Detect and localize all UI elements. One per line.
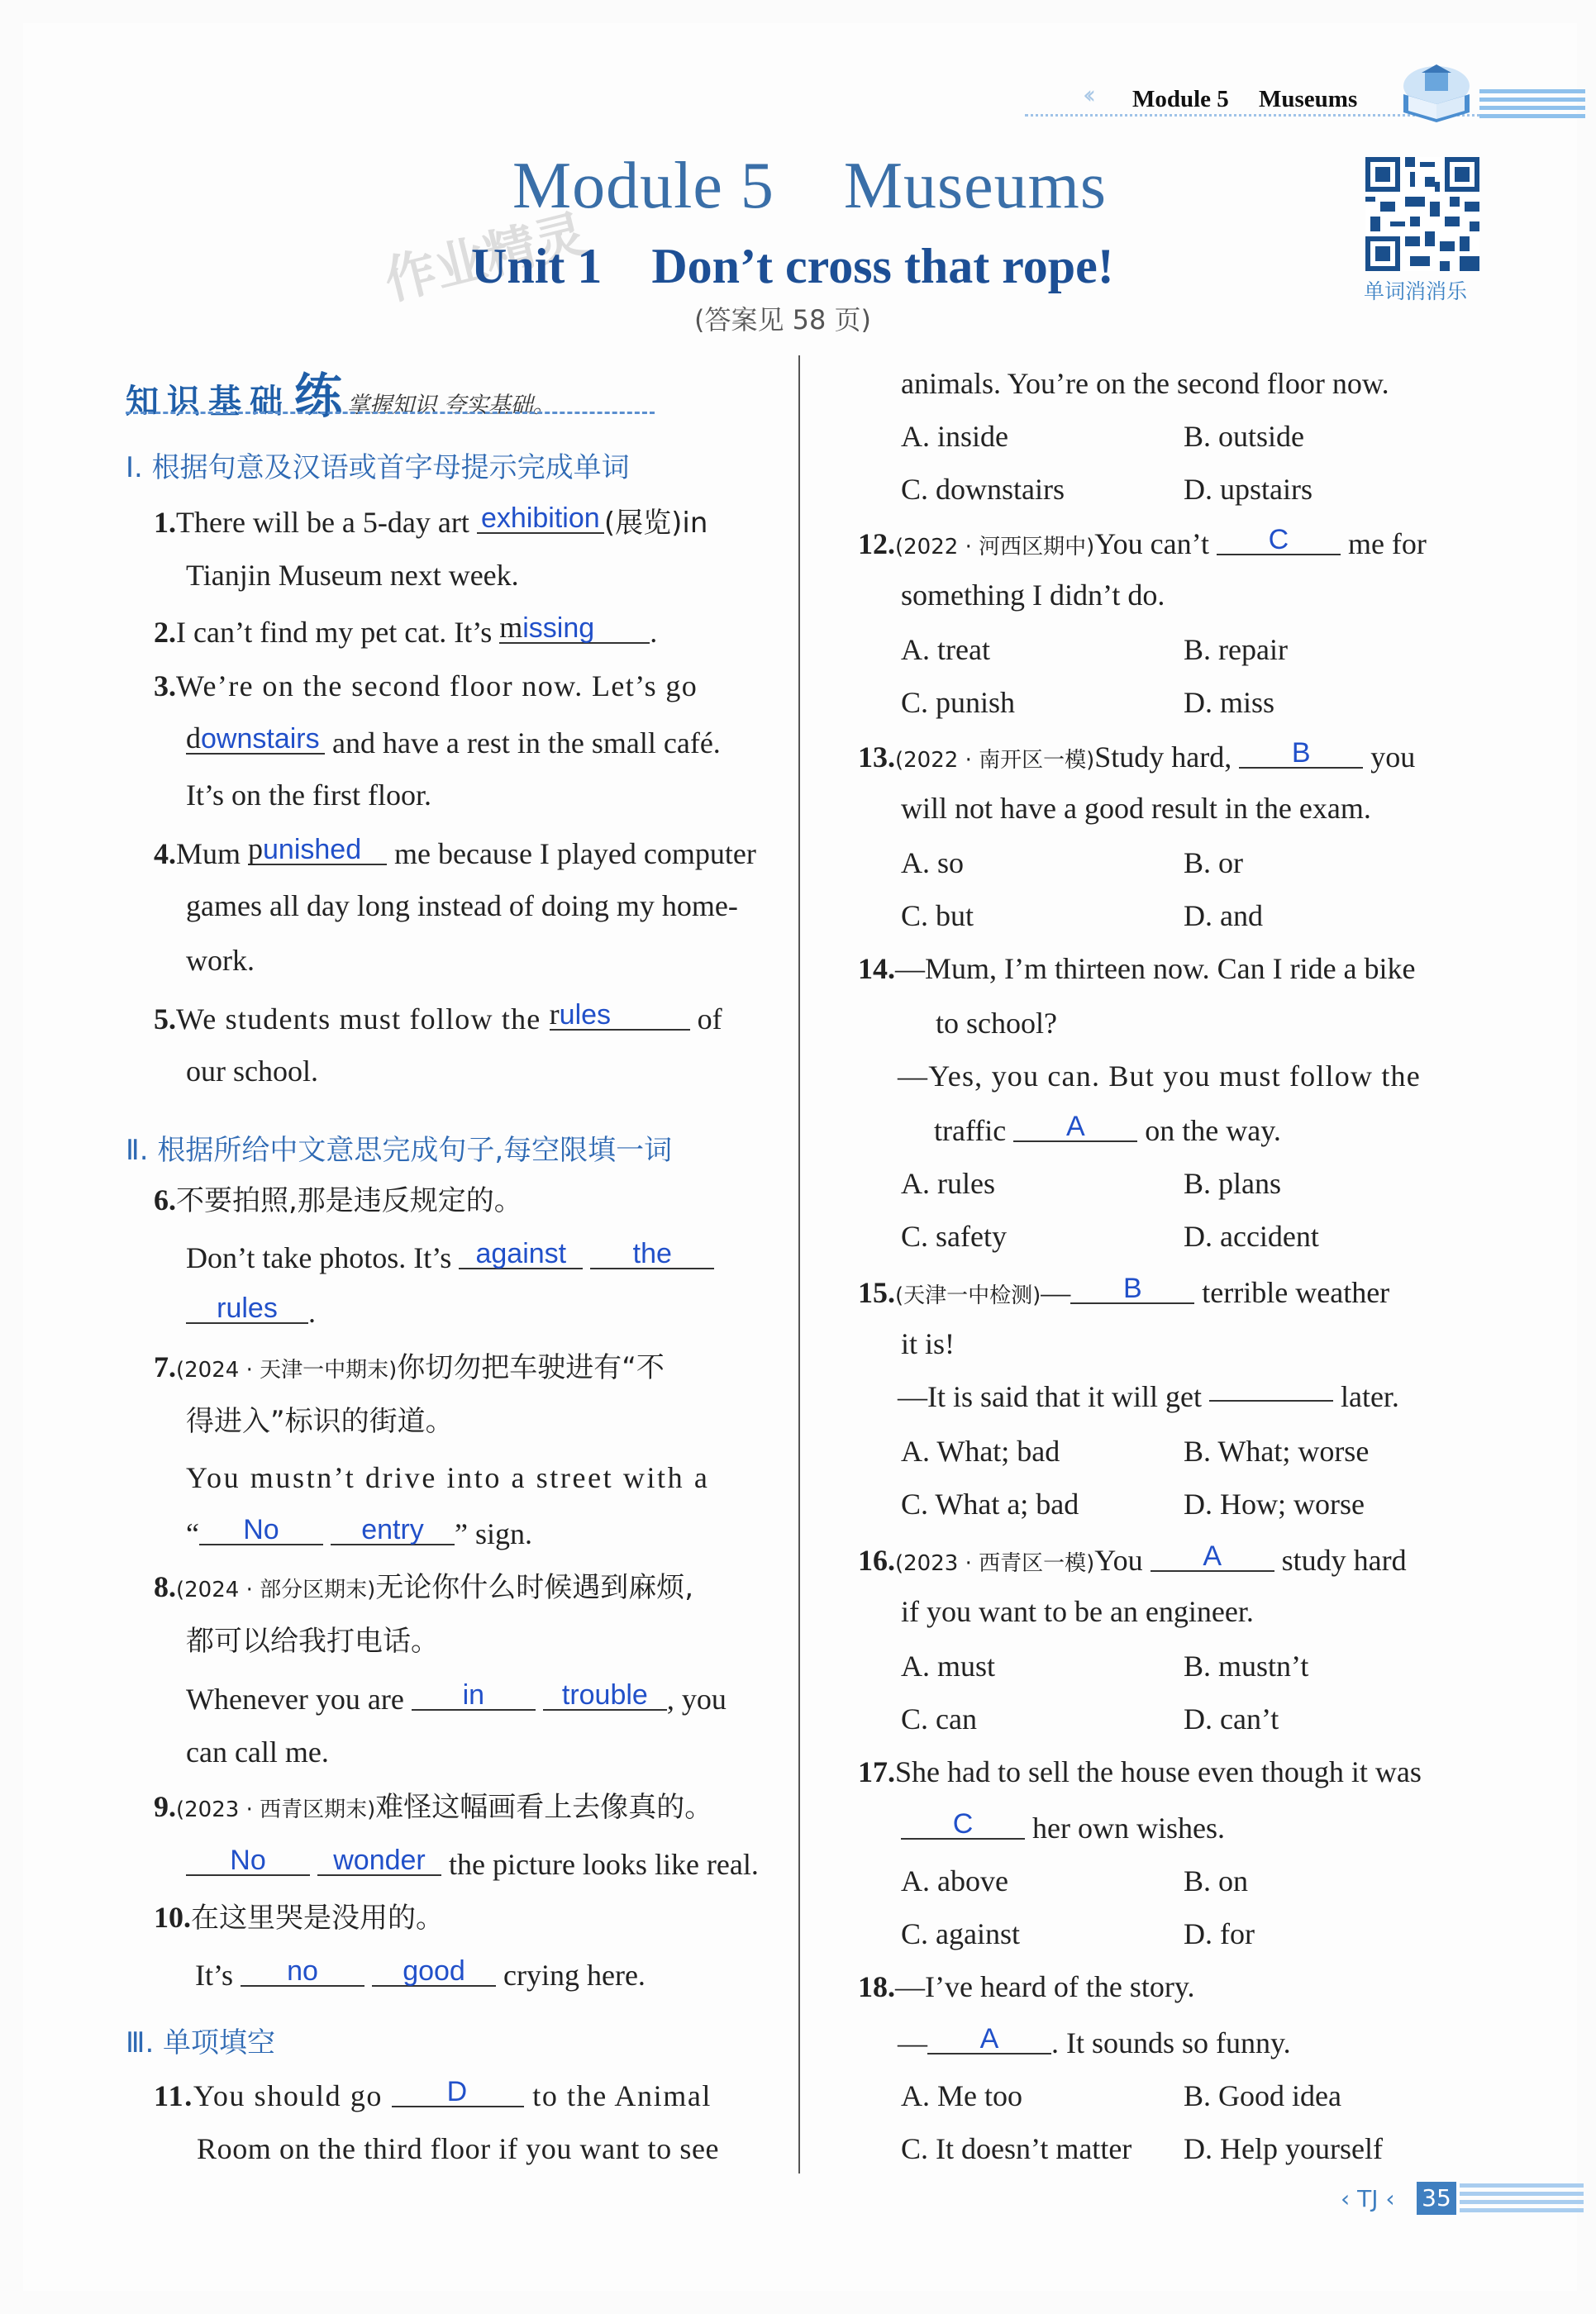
q10-number: 10. — [154, 1901, 191, 1934]
q13-line1 — [858, 739, 1415, 777]
q13-number: 13. — [858, 740, 895, 774]
q17-option-c[interactable]: C. against — [901, 1917, 1020, 1950]
q17-number: 17. — [858, 1755, 895, 1788]
chevron-left-icon: ‹ — [1378, 2185, 1395, 2212]
q5-answer: ules — [559, 999, 612, 1031]
q7-number: 7. — [154, 1350, 176, 1383]
q18-dash: — — [898, 2026, 927, 2059]
q1-text-b: (展览)in — [603, 507, 708, 540]
q15-number: 15. — [858, 1276, 895, 1309]
q6-text-b: . — [308, 1296, 316, 1329]
q12-text-a: You can’t — [1094, 527, 1217, 560]
q14-option-c[interactable]: C. safety — [901, 1220, 1007, 1253]
q12-number: 12. — [858, 527, 895, 560]
watermark: 作业精灵 — [379, 202, 593, 312]
q9-line2 — [186, 1846, 759, 1881]
q15-option-b[interactable]: B. What; worse — [1184, 1435, 1370, 1468]
q11-text-a: You should go — [193, 2079, 392, 2112]
banner-label: 知识基础 — [126, 383, 291, 421]
q4-number: 4. — [154, 837, 176, 870]
q10-chinese: 在这里哭是没用的。 — [191, 1902, 444, 1935]
q14-text-e: on the way. — [1137, 1114, 1281, 1147]
q8-answer-1[interactable]: in — [412, 1681, 536, 1711]
q17-line2 — [901, 1810, 1225, 1845]
footer-code — [1341, 2185, 1395, 2212]
q7-source: (2024 · 天津一中期末) — [176, 1358, 398, 1383]
unit-title: Unit 1 Don’t cross that rope! — [471, 239, 1114, 293]
q15-option-d[interactable]: D. How; worse — [1184, 1488, 1365, 1521]
q16-option-a[interactable]: A. must — [901, 1650, 996, 1683]
q16-option-d[interactable]: D. can’t — [1184, 1702, 1279, 1736]
q16-text-a: You — [1094, 1544, 1151, 1577]
q7-line1 — [154, 1350, 665, 1387]
q11-option-d[interactable]: D. upstairs — [1184, 473, 1313, 506]
open-book-icon — [1397, 61, 1476, 126]
q10-line1 — [154, 1901, 444, 1935]
q6-line1 — [154, 1183, 522, 1217]
q3-text-a: We’re on the second floor now. Let’s go — [176, 669, 698, 702]
q7-text-b: ” sign. — [454, 1517, 532, 1550]
q9-text-b: the picture looks like real. — [441, 1848, 759, 1881]
q2-prefix: m — [499, 611, 523, 644]
q11-text-b: to the Animal — [523, 2079, 712, 2112]
q17-text-a: She had to sell the house even though it was — [895, 1755, 1422, 1788]
q12-line2: something I didn’t do. — [901, 578, 1165, 612]
q14-text-a: —Mum, I’m thirteen now. Can I ride a bike — [895, 952, 1416, 985]
q4-text-a: Mum — [176, 837, 249, 870]
q2-text-a: I can’t find my pet cat. It’s — [176, 616, 500, 649]
q8-answer-2[interactable]: trouble — [543, 1681, 667, 1711]
q16-line2: if you want to be an engineer. — [901, 1595, 1254, 1628]
q10-text-a: It’s — [195, 1959, 241, 1992]
section-banner — [126, 357, 655, 424]
q7-chinese: 你切勿把车驶进有“不 — [397, 1351, 665, 1384]
q14-line1 — [858, 952, 1416, 985]
q11-option-b[interactable]: B. outside — [1184, 420, 1305, 453]
banner-underline — [126, 412, 655, 414]
q14-number: 14. — [858, 952, 895, 985]
q13-option-c[interactable]: C. but — [901, 899, 974, 932]
q10-answer-2[interactable]: good — [372, 1957, 496, 1987]
q15-source: (天津一中检测) — [895, 1283, 1041, 1308]
q2-answer: issing — [522, 612, 595, 644]
q5-number: 5. — [154, 1002, 176, 1036]
header-topic: Museums — [1259, 86, 1358, 112]
q18-line2 — [898, 2025, 1291, 2059]
q17-option-b[interactable]: B. on — [1184, 1864, 1249, 1897]
q5-blank[interactable] — [549, 997, 690, 1031]
q18-text-b: . It sounds so funny. — [1051, 2026, 1291, 2059]
q7-open-quote: “ — [186, 1517, 199, 1550]
column-divider — [798, 355, 800, 2174]
q10-line2 — [195, 1957, 646, 1992]
q15-blank-2[interactable] — [1209, 1400, 1333, 1402]
q1-answer[interactable]: exhibition — [477, 504, 604, 534]
q11-number: 11. — [154, 2079, 193, 2112]
banner-slogan: 掌握知识 夸实基础。 — [347, 393, 555, 418]
q11-line1 — [154, 2078, 712, 2112]
q6-answer-1[interactable]: against — [459, 1240, 583, 1269]
q12-answer[interactable]: C — [1217, 526, 1341, 555]
section-heading-2: Ⅱ. 根据所给中文意思完成句子,每空限填一词 — [126, 1134, 673, 1167]
section-heading-1: Ⅰ. 根据句意及汉语或首字母提示完成单词 — [126, 451, 630, 484]
q5-line2: our school. — [186, 1055, 318, 1088]
header-module: Module 5 — [1132, 86, 1229, 112]
q15-answer[interactable]: B — [1070, 1274, 1194, 1304]
q17-answer[interactable]: C — [901, 1810, 1025, 1840]
q18-option-c[interactable]: C. It doesn’t matter — [901, 2132, 1132, 2165]
q15-text-d: —It is said that it will get — [898, 1380, 1209, 1413]
q6-answer-2[interactable]: the — [590, 1240, 714, 1269]
q4-line1 — [154, 832, 756, 870]
q5-text-a: We students must follow the — [176, 1002, 550, 1036]
q17-text-b: her own wishes. — [1025, 1812, 1225, 1845]
q14-line2: to school? — [936, 1007, 1057, 1040]
q4-line2: games all day long instead of doing my home- — [186, 889, 738, 922]
q17-option-d[interactable]: D. for — [1184, 1917, 1255, 1950]
q9-answer-2[interactable]: wonder — [317, 1846, 441, 1876]
q7-answer-1[interactable]: No — [199, 1516, 323, 1545]
q16-line1 — [858, 1542, 1407, 1580]
q1-line2: Tianjin Museum next week. — [186, 559, 519, 592]
header-arrows-icon: ‹‹ — [1083, 81, 1089, 110]
q11-line3: animals. You’re on the second floor now. — [901, 367, 1389, 400]
q2-number: 2. — [154, 616, 176, 649]
q10-text-b: crying here. — [496, 1959, 646, 1992]
qr-label: 单词消消乐 — [1364, 279, 1468, 303]
q4-prefix: p — [248, 832, 264, 865]
q16-answer[interactable]: A — [1151, 1542, 1274, 1572]
q2-text-b: . — [650, 616, 658, 649]
q15-text-a: — — [1041, 1276, 1071, 1309]
q18-option-b[interactable]: B. Good idea — [1184, 2079, 1341, 2112]
qr-code-icon[interactable] — [1365, 157, 1479, 271]
q5-text-b: of — [689, 1002, 722, 1036]
q1-number: 1. — [154, 506, 176, 539]
q18-option-d[interactable]: D. Help yourself — [1184, 2132, 1383, 2165]
q18-option-a[interactable]: A. Me too — [901, 2079, 1022, 2112]
q7-line3: You mustn’t drive into a street with a — [186, 1461, 710, 1494]
q3-line3: It’s on the first floor. — [186, 778, 431, 812]
q16-option-c[interactable]: C. can — [901, 1702, 977, 1736]
q16-text-b: study hard — [1274, 1544, 1407, 1577]
q16-option-b[interactable]: B. mustn’t — [1184, 1650, 1309, 1683]
q15-line3 — [898, 1380, 1399, 1413]
q13-line2: will not have a good result in the exam. — [901, 792, 1371, 825]
q15-line2: it is! — [901, 1327, 955, 1360]
q17-line1 — [858, 1755, 1422, 1788]
q9-line1 — [154, 1790, 712, 1826]
q15-option-c[interactable]: C. What a; bad — [901, 1488, 1079, 1521]
q13-option-b[interactable]: B. or — [1184, 846, 1243, 879]
q8-line3 — [186, 1681, 727, 1716]
q18-number: 18. — [858, 1970, 895, 2003]
q7-answer-2[interactable]: entry — [331, 1516, 455, 1545]
module-title: Module 5 Museums — [512, 150, 1107, 222]
q2-blank[interactable] — [499, 613, 650, 644]
q14-option-a[interactable]: A. rules — [901, 1167, 995, 1200]
q16-source: (2023 · 西青区一模) — [895, 1551, 1095, 1576]
q15-line1 — [858, 1274, 1389, 1312]
q10-answer-1[interactable]: no — [241, 1957, 364, 1987]
q8-line2: 都可以给我打电话。 — [186, 1625, 439, 1658]
q11-option-c[interactable]: C. downstairs — [901, 473, 1065, 506]
q4-line3: work. — [186, 944, 255, 977]
q15-text-b: terrible weather — [1194, 1276, 1390, 1309]
q12-option-b[interactable]: B. repair — [1184, 633, 1288, 666]
q8-line4: can call me. — [186, 1736, 329, 1769]
page-number: 35 — [1417, 2182, 1456, 2215]
q11-option-a[interactable]: A. inside — [901, 420, 1008, 453]
q8-text-a: Whenever you are — [186, 1683, 412, 1716]
q17-option-a[interactable]: A. above — [901, 1864, 1008, 1897]
q7-line4 — [186, 1516, 532, 1550]
q13-source: (2022 · 南开区一模) — [895, 748, 1095, 773]
q11-answer[interactable]: D — [392, 2078, 524, 2107]
q13-text-a: Study hard, — [1094, 740, 1240, 774]
q11-line2: Room on the third floor if you want to see — [197, 2132, 720, 2165]
q2-line1 — [154, 613, 657, 649]
q15-option-a[interactable]: A. What; bad — [901, 1435, 1060, 1468]
q12-line1 — [858, 526, 1427, 564]
q5-prefix: r — [549, 997, 560, 1031]
q9-answer-1[interactable]: No — [186, 1846, 310, 1876]
q12-option-d[interactable]: D. miss — [1184, 686, 1275, 719]
q12-source: (2022 · 河西区期中) — [895, 535, 1095, 559]
q12-option-c[interactable]: C. punish — [901, 686, 1016, 719]
q1-text-a: There will be a 5-day art — [176, 506, 477, 539]
q13-text-b: you — [1363, 740, 1416, 774]
q9-number: 9. — [154, 1790, 176, 1823]
q5-line1 — [154, 997, 722, 1036]
q14-option-b[interactable]: B. plans — [1184, 1167, 1282, 1200]
section-heading-3: Ⅲ. 单项填空 — [126, 2026, 276, 2059]
q6-line2 — [186, 1240, 714, 1274]
q6-number: 6. — [154, 1183, 176, 1217]
q1-line1 — [154, 504, 707, 540]
q3-prefix: d — [186, 721, 201, 755]
q13-answer[interactable]: B — [1239, 739, 1363, 769]
q12-text-b: me for — [1340, 527, 1427, 560]
q8-chinese: 无论你什么时候遇到麻烦, — [375, 1571, 694, 1604]
q4-answer: unished — [263, 834, 362, 865]
q3-answer: ownstairs — [201, 723, 320, 755]
q4-text-b: me because I played computer — [387, 837, 756, 870]
header-stripes — [1479, 89, 1585, 122]
q6-text-a: Don’t take photos. It’s — [186, 1241, 460, 1274]
q14-option-d[interactable]: D. accident — [1184, 1220, 1319, 1253]
q16-number: 16. — [858, 1544, 895, 1577]
q14-answer[interactable]: A — [1013, 1112, 1137, 1142]
footer-code-text: TJ — [1357, 2185, 1379, 2212]
q9-source: (2023 · 西青区期末) — [176, 1797, 376, 1822]
q3-blank[interactable] — [186, 721, 325, 755]
q13-option-a[interactable]: A. so — [901, 846, 965, 879]
q14-text-d: traffic — [934, 1114, 1014, 1147]
q14-line4 — [934, 1112, 1281, 1147]
q8-text-b: , you — [666, 1683, 727, 1716]
q3-text-b: and have a rest in the small café. — [325, 726, 721, 759]
q6-chinese: 不要拍照,那是违反规定的。 — [176, 1184, 522, 1217]
q8-line1 — [154, 1570, 693, 1607]
answer-reference: (答案见 58 页) — [694, 304, 872, 336]
q6-line3 — [186, 1294, 316, 1329]
q3-number: 3. — [154, 669, 176, 702]
q18-text-a: —I’ve heard of the story. — [895, 1970, 1195, 2003]
q3-line1 — [154, 669, 698, 702]
q13-option-d[interactable]: D. and — [1184, 899, 1263, 932]
q6-answer-3[interactable]: rules — [186, 1294, 308, 1324]
q18-answer[interactable]: A — [927, 2025, 1051, 2055]
q9-chinese: 难怪这幅画看上去像真的。 — [375, 1791, 713, 1824]
q14-line3: —Yes, you can. But you must follow the — [898, 1059, 1421, 1093]
q8-source: (2024 · 部分区期末) — [176, 1578, 376, 1602]
q3-line2 — [186, 721, 721, 759]
footer-stripes — [1460, 2183, 1584, 2215]
q12-option-a[interactable]: A. treat — [901, 633, 990, 666]
q18-line1 — [858, 1970, 1195, 2003]
q8-number: 8. — [154, 1570, 176, 1603]
q4-blank[interactable] — [248, 832, 387, 865]
banner-lian: 练 — [294, 368, 343, 424]
q15-text-e: later. — [1332, 1380, 1399, 1413]
q7-line2: 得进入”标识的街道。 — [186, 1405, 454, 1438]
chevron-left-icon: ‹ — [1341, 2185, 1358, 2212]
